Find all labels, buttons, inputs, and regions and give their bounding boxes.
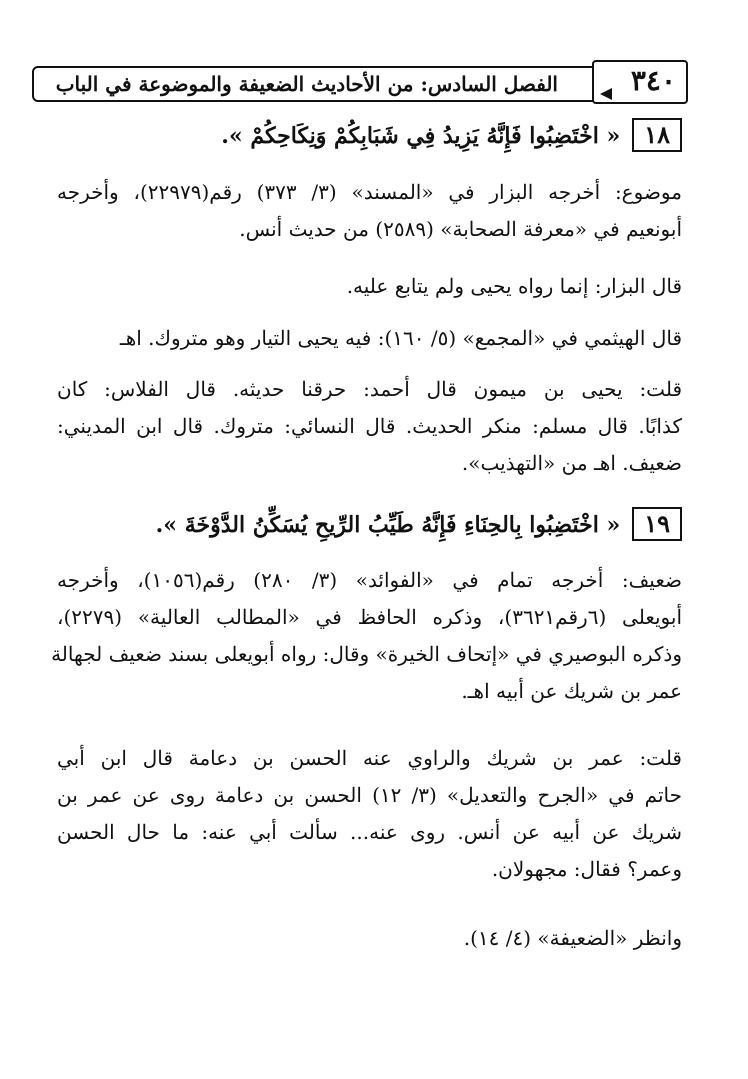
text-line: أبونعيم في «معرفة الصحابة» (٢٥٨٩) من حديث أنس. bbox=[239, 217, 682, 241]
paragraph bbox=[57, 740, 682, 888]
paragraph bbox=[57, 320, 682, 357]
hadith-text: « اخْتَضِبُوا فَإِنَّهُ يَزِيدُ فِي شَبَابِكُمْ وَنِكَاحِكُمْ ». bbox=[221, 123, 621, 149]
text-line: أبويعلى (٦رقم٣٦٢١)، وذكره الحافظ في «المطالب العالية» (٢٢٧٩)، bbox=[57, 605, 683, 629]
hadith-text: « اخْتَضِبُوا بِالحِنَاءِ فَإِنَّهُ طَيِّبُ الرِّيحِ يُسَكِّنُ الدَّوْخَةَ ». bbox=[155, 512, 621, 538]
chapter-title: الفصل السادس: من الأحاديث الضعيفة والموضوعة في الباب bbox=[55, 72, 558, 96]
paragraph bbox=[57, 268, 682, 305]
text-line: قال الهيثمي في «المجمع» (٥/ ١٦٠): فيه يحيى التيار وهو متروك. اهـ bbox=[119, 326, 682, 350]
text-line: قلت: عمر بن شريك والراوي عنه الحسن بن دعامة قال ابن أبي bbox=[57, 746, 682, 770]
page-number: ٣٤٠ bbox=[630, 64, 676, 97]
text-line: حاتم في «الجرح والتعديل» (٣/ ١٢) الحسن بن دعامة روى عن عمر بن bbox=[57, 783, 682, 807]
hadith-number: ١٨ bbox=[632, 118, 682, 152]
hadith-heading bbox=[221, 118, 682, 152]
text-line: قال البزار: إنما رواه يحيى ولم يتابع عليه. bbox=[346, 274, 682, 298]
corner-arrow-icon bbox=[600, 88, 612, 100]
text-line: وذكره البوصيري في «إتحاف الخيرة» وقال: رواه أبويعلى بسند ضعيف لجهالة bbox=[51, 642, 682, 666]
paragraph bbox=[57, 920, 682, 957]
text-line: قلت: يحيى بن ميمون قال أحمد: حرقنا حديثه. قال الفلاس: كان bbox=[57, 377, 682, 401]
text-line: وانظر «الضعيفة» (٤/ ١٤). bbox=[463, 926, 682, 950]
hadith-heading bbox=[156, 507, 682, 541]
hadith-number: ١٩ bbox=[632, 507, 682, 541]
paragraph bbox=[57, 371, 682, 482]
text-line: وعمر؟ فقال: مجهولان. bbox=[491, 857, 682, 881]
text-line: عمر بن شريك عن أبيه اهـ. bbox=[461, 679, 682, 703]
text-line: ضعيف. اهـ من «التهذيب». bbox=[461, 451, 682, 475]
paragraph bbox=[57, 174, 682, 248]
page-number-box bbox=[592, 60, 688, 104]
text-line: شريك عن أبيه عن أنس. روى عنه... سألت أبي عنه: ما حال الحسن bbox=[57, 820, 682, 844]
text-line: موضوع: أخرجه البزار في «المسند» (٣/ ٣٧٣) رقم(٢٢٩٧٩)، وأخرجه bbox=[57, 180, 682, 204]
paragraph bbox=[51, 562, 683, 710]
text-line: ضعيف: أخرجه تمام في «الفوائد» (٣/ ٢٨٠) رقم(١٠٥٦)، وأخرجه bbox=[57, 568, 682, 592]
page-header bbox=[32, 66, 688, 102]
text-line: كذابًا. قال مسلم: منكر الحديث. قال النسائي: متروك. قال ابن المديني: bbox=[57, 414, 682, 438]
